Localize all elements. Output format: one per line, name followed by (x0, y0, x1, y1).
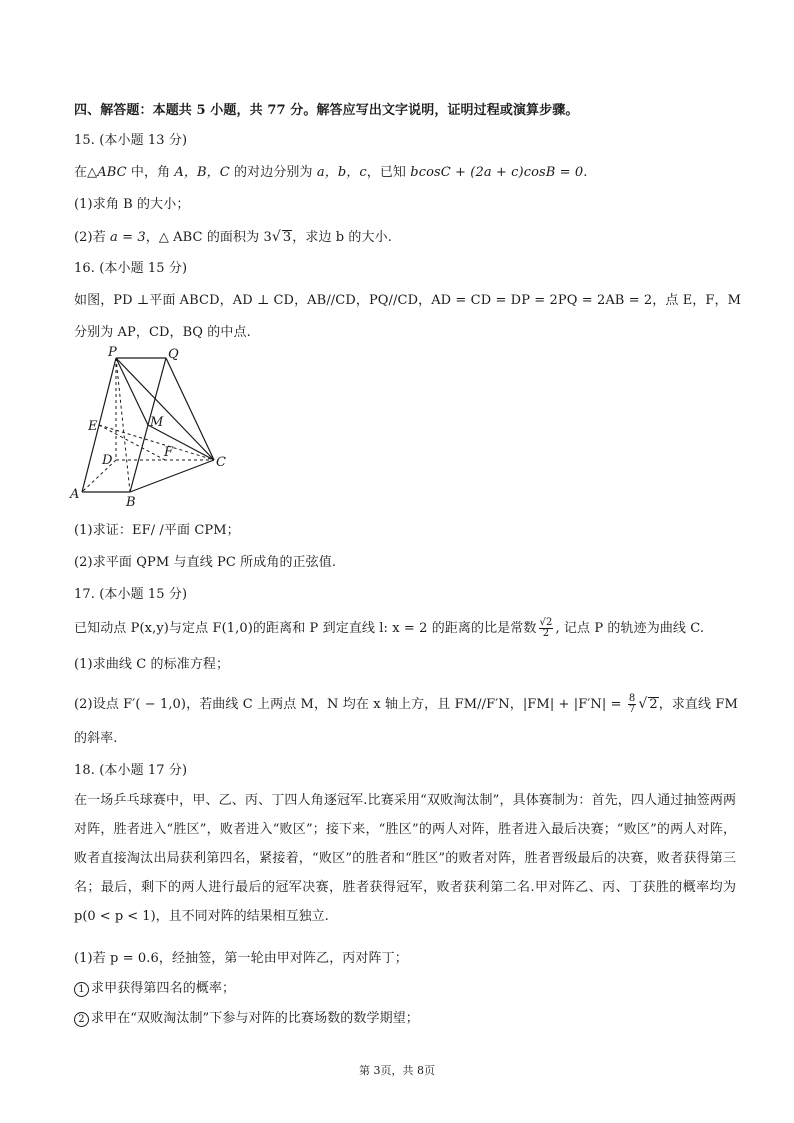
label-P: P (108, 345, 117, 360)
q15-p2-text2: ，△ ABC 的面积为 3 (145, 230, 272, 245)
q15-stem-end: . (583, 165, 588, 180)
q18-sub2 (74, 1010, 754, 1028)
section-title: 四、解答题：本题共 5 小题，共 77 分。解答应写出文字说明，证明过程或演算步骤。 (74, 103, 579, 118)
q15-stem-text2: 中，角 (126, 165, 175, 180)
label-B: B (126, 495, 136, 510)
q17-p2-sqrt: 2 (649, 697, 658, 712)
q15-p2-sqrt: 3 (282, 230, 292, 245)
q17-p2-text: (2)设点 F′( − 1,0)，若曲线 C 上两点 M，N 均在 x 轴上方，且 FM//F′N，|FM| + |F′N| = (74, 697, 626, 712)
label-M: M (150, 415, 164, 430)
label-C: C (216, 455, 226, 470)
q15-stem-text3: 的对边分别为 (229, 165, 317, 180)
q17-part1: (1)求曲线 C 的标准方程； (74, 657, 230, 672)
q15-p2-end: ，求边 b 的大小. (292, 230, 392, 245)
q18-sub1 (74, 980, 754, 998)
q17-p2-fraction (628, 694, 636, 715)
q17-fraction (539, 618, 554, 639)
q16-header: 16. (本小题 15 分) (74, 261, 188, 276)
q18-body: 在一场乒乓球赛中，甲、乙、丙、丁四人角逐冠军.比赛采用“双败淘汰制”，具体赛制为：首先，四人通过抽签两两对阵，胜者进入“胜区”，败者进入“败区”；接下来，“胜区”的两人对阵，胜者进入最后决赛；“败区”的两人对阵，败者直接淘汰出局获利第四名，紧接着，“败区”的胜者和“胜区”的败者对阵，胜者晋级最后的决赛，败者获得第三名；最后，剩下的两人进行最后的冠军决赛，胜者获得冠军，败者获利第二名.甲对阵乙、丙、丁获胜的概率均为 p(0 < p < 1)，且不同对阵的结果相互独立. (74, 793, 736, 924)
q17-stem-text: 已知动点 P(x,y)与定点 F(1,0)的距离和 P 到定直线 l: x = 2 的距离的比是常数 (74, 621, 537, 636)
q17-frac-den: 2 (542, 628, 550, 639)
q15-triangle: ABC (97, 165, 127, 180)
q15-angles: A，B，C (174, 165, 230, 180)
page-footer: 第 3页，共 8页 (359, 1064, 435, 1077)
q17-frac-num: √2 (539, 617, 553, 628)
q18-header: 18. (本小题 17 分) (74, 763, 188, 778)
q18-sub1-text: 求甲获得第四名的概率； (91, 981, 236, 996)
q15-stem (74, 164, 754, 182)
q17-p2-frac-den: 7 (628, 704, 636, 715)
q18-sub2-marker: 2 (74, 1012, 89, 1027)
q15-equation: bcosC + (2a + c)cosB = 0 (410, 165, 584, 180)
q15-stem-text: 在△ (74, 165, 98, 180)
label-D: D (102, 453, 113, 468)
q16-part1: (1)求证：EF/ /平面 CPM； (74, 523, 240, 538)
q15-p2-text: (2)若 (74, 230, 111, 245)
label-F: F (164, 445, 174, 460)
q16-figure (68, 344, 238, 510)
q17-part2: (2)设点 F′( − 1,0)，若曲线 C 上两点 M，N 均在 x 轴上方，且 FM//F′N，|FM| + |F′N| = $\frac{8}{7}$ √ 2，求直线 FM (74, 693, 738, 715)
q15-header: 15. (本小题 13 分) (74, 133, 188, 148)
q16-stem-line1: 如图，PD ⊥平面 ABCD，AD ⊥ CD，AB//CD，PQ//CD，AD = CD = DP = 2PQ = 2AB = 2，点 E，F，M (74, 293, 742, 308)
q17-part2-cont: 的斜率. (74, 731, 118, 746)
q15-sides: a，b，c (316, 165, 367, 180)
label-E: E (88, 419, 98, 434)
q15-part1: (1)求角 B 的大小； (74, 197, 190, 212)
q15-stem-text4: ，已知 (366, 165, 411, 180)
q17-header: 17. (本小题 15 分) (74, 587, 188, 602)
q15-part2: (2)若 a = 3，△ ABC 的面积为 3√ 3，求边 b 的大小. (74, 229, 392, 245)
q18-part1: (1)若 p = 0.6，经抽签，第一轮由甲对阵乙，丙对阵丁； (74, 951, 408, 966)
q15-p2-eq: a = 3 (110, 230, 146, 245)
q17-p2-frac-num: 8 (628, 693, 636, 704)
q16-part2: (2)求平面 QPM 与直线 PC 所成角的正弦值. (74, 555, 337, 570)
q18-sub1-marker: 1 (74, 982, 89, 997)
q17-p2-text2: ，求直线 FM (658, 697, 738, 712)
q17-stem-end: , 记点 P 的轨迹为曲线 C. (555, 621, 705, 636)
q18-sub2-text: 求甲在“双败淘汰制”下参与对阵的比赛场数的数学期望； (91, 1011, 419, 1026)
label-Q: Q (168, 347, 179, 362)
q17-stem (74, 618, 754, 639)
label-A: A (70, 487, 80, 502)
q16-stem-line2: 分别为 AP，CD，BQ 的中点. (74, 325, 251, 340)
